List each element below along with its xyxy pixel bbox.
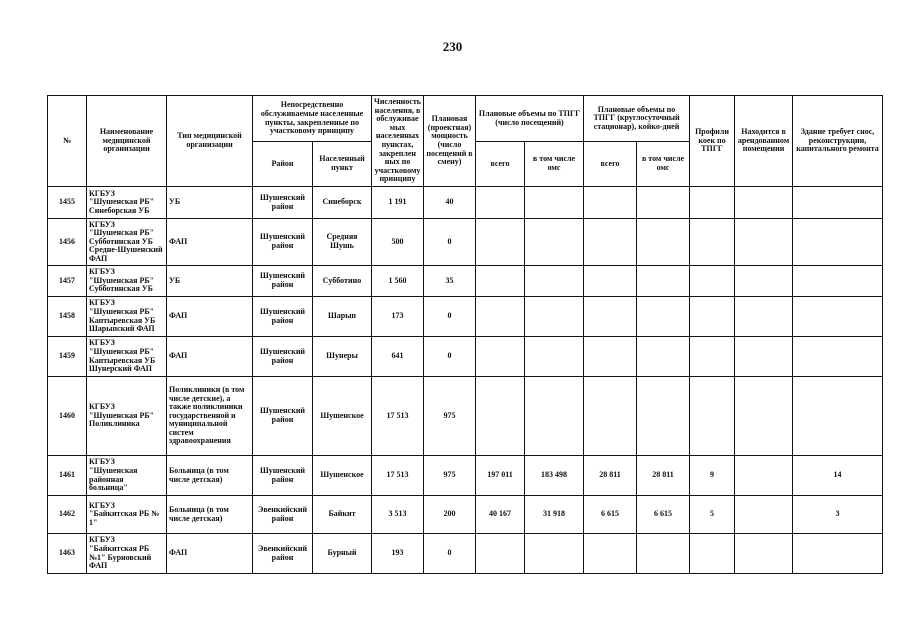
cell-capacity: 0	[424, 337, 476, 377]
cell-beds-total: 28 811	[584, 456, 637, 496]
cell-visits-total	[476, 337, 525, 377]
cell-capacity: 975	[424, 456, 476, 496]
cell-population: 17 513	[372, 377, 424, 456]
cell-rented	[735, 496, 793, 534]
table-row	[48, 337, 883, 377]
cell-profiles: 5	[690, 496, 735, 534]
cell-beds-total	[584, 534, 637, 574]
cell-visits-oms	[525, 187, 584, 219]
cell-profiles	[690, 534, 735, 574]
cell-population: 1 560	[372, 266, 424, 297]
cell-type: Больница (в том числе детская)	[167, 456, 253, 496]
cell-capacity: 0	[424, 534, 476, 574]
cell-district: Шушенский район	[253, 456, 313, 496]
table-row	[48, 496, 883, 534]
cell-beds-total	[584, 297, 637, 337]
header-district: Район	[253, 142, 313, 187]
cell-org: КГБУЗ "Шушенская РБ" Синеборская УБ	[87, 187, 167, 219]
cell-settlement: Шушенское	[313, 377, 372, 456]
cell-settlement: Субботино	[313, 266, 372, 297]
cell-visits-total: 40 167	[476, 496, 525, 534]
cell-visits-total	[476, 219, 525, 266]
cell-visits-oms	[525, 266, 584, 297]
cell-num: 1455	[48, 187, 87, 219]
cell-population: 3 513	[372, 496, 424, 534]
header-org-name: Наименование медицинской организации	[87, 96, 167, 187]
cell-district: Шушенский район	[253, 266, 313, 297]
cell-beds-oms: 28 811	[637, 456, 690, 496]
cell-num: 1462	[48, 496, 87, 534]
page-number: 230	[442, 39, 463, 54]
cell-capacity: 40	[424, 187, 476, 219]
cell-rented	[735, 266, 793, 297]
cell-profiles	[690, 377, 735, 456]
header-org-type: Тип медицинской организации	[167, 96, 253, 187]
cell-settlement: Бурный	[313, 534, 372, 574]
cell-org: КГБУЗ "Шушенская РБ" Субботинская УБ	[87, 266, 167, 297]
cell-visits-oms	[525, 297, 584, 337]
cell-num: 1458	[48, 297, 87, 337]
cell-num: 1460	[48, 377, 87, 456]
cell-org: КГБУЗ "Байкитская РБ №1" Бурновский ФАП	[87, 534, 167, 574]
cell-district: Шушенский район	[253, 337, 313, 377]
cell-population: 500	[372, 219, 424, 266]
cell-profiles	[690, 187, 735, 219]
header-visits-oms: в том числе омс	[525, 142, 584, 187]
header-num: №	[48, 96, 87, 187]
cell-type: ФАП	[167, 297, 253, 337]
cell-beds-oms	[637, 297, 690, 337]
cell-beds-oms	[637, 534, 690, 574]
cell-repair	[793, 534, 883, 574]
cell-visits-oms	[525, 534, 584, 574]
cell-repair	[793, 266, 883, 297]
cell-visits-total	[476, 534, 525, 574]
cell-capacity: 0	[424, 219, 476, 266]
cell-district: Шушенский район	[253, 219, 313, 266]
cell-type: ФАП	[167, 534, 253, 574]
cell-beds-oms	[637, 187, 690, 219]
table-row	[48, 187, 883, 219]
cell-rented	[735, 534, 793, 574]
cell-settlement: Шушенское	[313, 456, 372, 496]
cell-visits-oms	[525, 337, 584, 377]
cell-type: ФАП	[167, 219, 253, 266]
cell-visits-total	[476, 266, 525, 297]
cell-rented	[735, 219, 793, 266]
cell-type: УБ	[167, 266, 253, 297]
cell-population: 173	[372, 297, 424, 337]
cell-district: Эвенкийский район	[253, 534, 313, 574]
header-capacity: Плановая (проектная) мощность (число посещений в смену)	[424, 96, 476, 187]
cell-beds-total	[584, 377, 637, 456]
cell-repair	[793, 337, 883, 377]
cell-population: 193	[372, 534, 424, 574]
cell-district: Шушенский район	[253, 377, 313, 456]
cell-population: 1 191	[372, 187, 424, 219]
cell-visits-total	[476, 187, 525, 219]
cell-profiles	[690, 219, 735, 266]
cell-repair	[793, 219, 883, 266]
cell-rented	[735, 297, 793, 337]
cell-visits-oms: 31 918	[525, 496, 584, 534]
cell-rented	[735, 456, 793, 496]
table-row	[48, 377, 883, 456]
cell-org: КГБУЗ "Шушенская РБ" Субботинская УБ Средне-Шушенский ФАП	[87, 219, 167, 266]
cell-visits-oms: 183 498	[525, 456, 584, 496]
cell-repair	[793, 297, 883, 337]
cell-capacity: 975	[424, 377, 476, 456]
cell-beds-total	[584, 266, 637, 297]
header-population: Численность населения, в обслуживае мых населенных пунктах, закреплен ных по участковому принципу	[372, 96, 424, 187]
header-beds-total: всего	[584, 142, 637, 187]
cell-settlement: Шарып	[313, 297, 372, 337]
cell-beds-oms	[637, 219, 690, 266]
cell-district: Эвенкийский район	[253, 496, 313, 534]
table-row	[48, 456, 883, 496]
cell-profiles	[690, 337, 735, 377]
cell-repair	[793, 187, 883, 219]
cell-repair: 14	[793, 456, 883, 496]
cell-rented	[735, 187, 793, 219]
cell-repair	[793, 377, 883, 456]
table-row	[48, 534, 883, 574]
cell-org: КГБУЗ "Шушенская РБ" Каптыревская УБ Шунерский ФАП	[87, 337, 167, 377]
cell-rented	[735, 337, 793, 377]
cell-org: КГБУЗ "Байкитская РБ № 1"	[87, 496, 167, 534]
cell-profiles	[690, 297, 735, 337]
cell-num: 1457	[48, 266, 87, 297]
cell-visits-total	[476, 377, 525, 456]
cell-profiles	[690, 266, 735, 297]
cell-beds-total	[584, 337, 637, 377]
cell-district: Шушенский район	[253, 187, 313, 219]
cell-beds-total: 6 615	[584, 496, 637, 534]
header-beds-volume: Плановые объемы по ТПГГ (круглосуточный стационар), койко-дней	[584, 96, 690, 142]
cell-settlement: Байкит	[313, 496, 372, 534]
cell-visits-total: 197 011	[476, 456, 525, 496]
cell-visits-oms	[525, 219, 584, 266]
cell-org: КГБУЗ "Шушенская РБ" Поликлиника	[87, 377, 167, 456]
header-visits-volume: Плановые объемы по ТПГГ (число посещений)	[476, 96, 584, 142]
cell-beds-oms	[637, 266, 690, 297]
cell-num: 1463	[48, 534, 87, 574]
header-visits-total: всего	[476, 142, 525, 187]
cell-num: 1459	[48, 337, 87, 377]
table-row	[48, 266, 883, 297]
header-settlement: Населенный пункт	[313, 142, 372, 187]
table-row	[48, 297, 883, 337]
header-beds-oms: в том числе омс	[637, 142, 690, 187]
cell-profiles: 9	[690, 456, 735, 496]
cell-beds-total	[584, 187, 637, 219]
cell-beds-oms	[637, 377, 690, 456]
cell-org: КГБУЗ "Шушенская районная больница"	[87, 456, 167, 496]
cell-district: Шушенский район	[253, 297, 313, 337]
cell-beds-total	[584, 219, 637, 266]
cell-type: ФАП	[167, 337, 253, 377]
header-building-repair: Здание требует снос, реконструкции, капитального ремонта	[793, 96, 883, 187]
cell-population: 17 513	[372, 456, 424, 496]
cell-visits-total	[476, 297, 525, 337]
facility-register-table	[47, 95, 883, 574]
cell-capacity: 200	[424, 496, 476, 534]
header-served-settlements: Непосредственно обслуживаемые населенные пункты, закрепленные по участковому принципу	[253, 96, 372, 142]
cell-capacity: 0	[424, 297, 476, 337]
cell-beds-oms	[637, 337, 690, 377]
cell-num: 1461	[48, 456, 87, 496]
cell-type: Больница (в том числе детская)	[167, 496, 253, 534]
cell-type: УБ	[167, 187, 253, 219]
cell-org: КГБУЗ "Шушенская РБ" Каптыревская УБ Шарыпский ФАП	[87, 297, 167, 337]
header-bed-profiles: Профили коек по ТПГГ	[690, 96, 735, 187]
cell-type: Поликлиники (в том числе детские), а также поликлиники государственной и муниципальной систем здравоохранения	[167, 377, 253, 456]
cell-population: 641	[372, 337, 424, 377]
table-row	[48, 219, 883, 266]
cell-num: 1456	[48, 219, 87, 266]
cell-visits-oms	[525, 377, 584, 456]
cell-repair: 3	[793, 496, 883, 534]
cell-capacity: 35	[424, 266, 476, 297]
cell-settlement: Шунеры	[313, 337, 372, 377]
cell-beds-oms: 6 615	[637, 496, 690, 534]
cell-rented	[735, 377, 793, 456]
header-rented-premises: Находится в арендованном помещении	[735, 96, 793, 187]
cell-settlement: Синеборск	[313, 187, 372, 219]
cell-settlement: Средняя Шушь	[313, 219, 372, 266]
